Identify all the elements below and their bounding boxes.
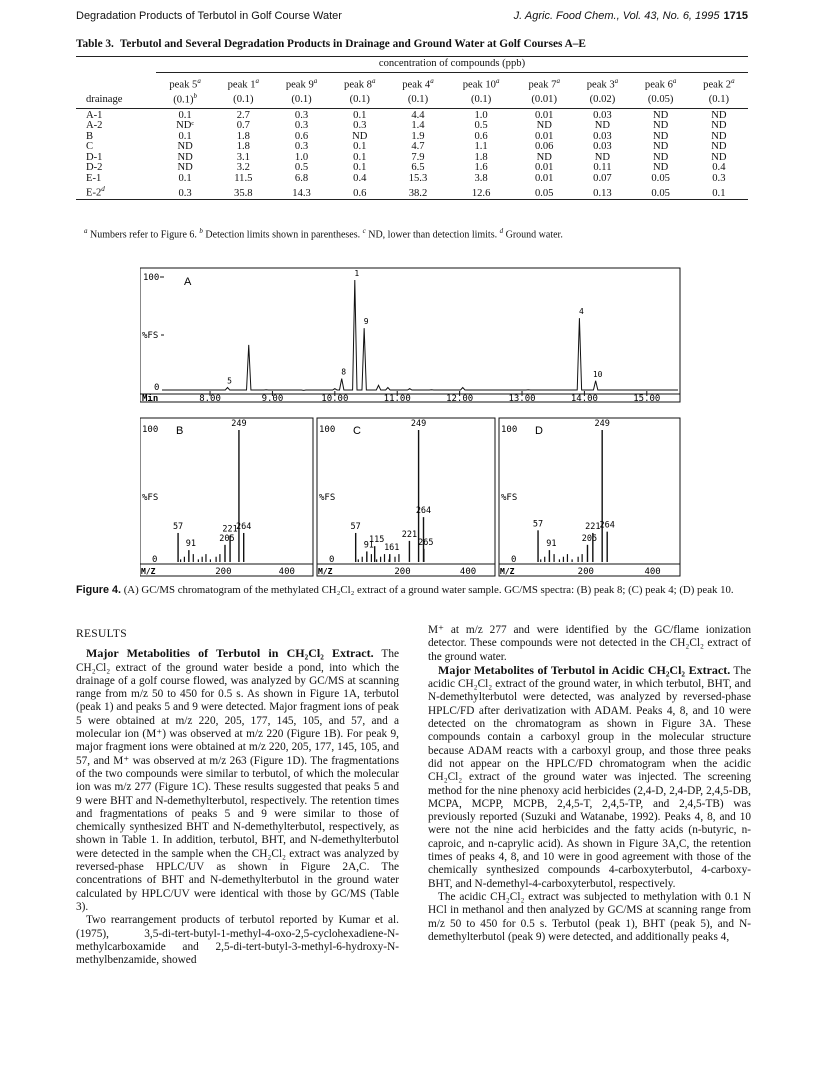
x-axis-label: M/Z bbox=[141, 567, 156, 576]
detection-limit-value: (0.1) bbox=[708, 94, 730, 106]
x-tick-label: 200 bbox=[394, 567, 411, 577]
table-cell: ND bbox=[536, 151, 552, 163]
ion-label: 221 bbox=[585, 521, 601, 532]
figure-4 bbox=[140, 260, 685, 582]
y-top-label: 100 bbox=[319, 425, 336, 435]
footnote-mark: a bbox=[672, 76, 677, 85]
table-cell: 0.1 bbox=[353, 162, 367, 174]
table-cell: 0.01 bbox=[534, 109, 554, 121]
table-cell: 0.05 bbox=[651, 187, 670, 199]
footnote-mark: b bbox=[199, 227, 203, 235]
table-cell: 0.3 bbox=[712, 172, 726, 184]
table-cell: 0.05 bbox=[651, 172, 670, 184]
table-cell: ND bbox=[653, 120, 669, 132]
x-axis-label: Min bbox=[142, 394, 159, 404]
detection-limit bbox=[515, 91, 573, 109]
table-cell: 1.8 bbox=[474, 151, 488, 163]
peak-label: 5 bbox=[227, 376, 232, 386]
detection-limit-value: (0.1) bbox=[173, 94, 194, 106]
table-cell: 0.4 bbox=[712, 162, 726, 174]
row-label bbox=[76, 184, 156, 200]
spanning-header: concentration of compounds (ppb) bbox=[156, 57, 748, 72]
table-cell: 0.4 bbox=[353, 172, 367, 184]
table-cell: 1.9 bbox=[411, 130, 425, 142]
row-header: drainage bbox=[76, 91, 156, 109]
row-label-text: C bbox=[86, 141, 94, 153]
left-paragraph-1 bbox=[76, 647, 399, 914]
column-name: peak 10 bbox=[462, 79, 496, 91]
detection-limit-value: (0.1) bbox=[407, 94, 429, 106]
column-header bbox=[573, 72, 631, 91]
peak-label: 10 bbox=[592, 369, 603, 379]
ion-label: 264 bbox=[415, 506, 432, 517]
spectrum-frame bbox=[317, 418, 495, 576]
table-row bbox=[76, 163, 748, 174]
section-heading: RESULTS bbox=[76, 628, 127, 640]
x-tick-label: 400 bbox=[644, 567, 661, 577]
ion-label: 265 bbox=[418, 537, 434, 548]
detection-limit bbox=[156, 91, 214, 109]
x-tick-label: 13.00 bbox=[508, 394, 536, 404]
table-cell: 0.5 bbox=[474, 120, 488, 132]
table-cell: ND bbox=[653, 141, 669, 153]
x-tick-label: 14.00 bbox=[570, 394, 598, 404]
table-cell: 0.11 bbox=[593, 162, 612, 174]
detection-limit bbox=[573, 91, 631, 109]
column-name: peak 7 bbox=[528, 79, 557, 91]
footnote-mark: a bbox=[197, 76, 201, 85]
y-mid-label: %FS bbox=[142, 493, 159, 503]
table-title: Terbutol and Several Degradation Products in Drainage and Ground Water at Golf Courses A–E bbox=[119, 38, 586, 50]
detection-limit-value: (0.1) bbox=[233, 94, 254, 106]
footnote-mark: a bbox=[84, 227, 88, 235]
x-tick-label: 12.00 bbox=[446, 394, 474, 404]
column-name: peak 4 bbox=[402, 79, 431, 91]
column-header bbox=[515, 72, 573, 91]
table-cell: ND bbox=[594, 151, 611, 163]
footnote-mark: a bbox=[614, 76, 619, 85]
detection-limit-value: (0.02) bbox=[589, 94, 616, 106]
table-cell: 4.7 bbox=[411, 141, 425, 153]
table-cell: ND bbox=[653, 162, 669, 174]
table-cell: ND bbox=[352, 130, 368, 142]
column-header bbox=[214, 72, 272, 91]
column-header bbox=[156, 72, 214, 91]
footnote-mark: d bbox=[101, 185, 105, 194]
x-tick-label: 10.00 bbox=[321, 394, 349, 404]
ion-label: 205 bbox=[581, 533, 598, 544]
running-head-journal bbox=[514, 10, 748, 22]
ion-label: 264 bbox=[236, 521, 252, 532]
left-paragraph-2: Two rearrangement products of terbutol reported by Kumar et al. (1975), 3,5-di-tert-butyl-1-methyl-4-oxo-2,5-cyclohexadiene-N-methylcarboxamide and 2,5-di-tert-butyl-3-methyl-6-hydroxy-N-methylbenzamide, showed bbox=[76, 914, 399, 967]
detection-limit bbox=[214, 91, 272, 109]
figure-caption-text: (A) GC/MS chromatogram of the methylated CH₂Cl₂ extract of a ground water sample. GC/MS spectra: (B) peak 8; (C) peak 4; (D) peak 10. bbox=[123, 584, 734, 596]
table-footnotes bbox=[84, 227, 563, 240]
detection-limit-value: (0.1) bbox=[470, 94, 492, 106]
panel-label-a: A bbox=[184, 276, 192, 288]
row-label bbox=[76, 174, 156, 185]
journal-citation: J. Agric. Food Chem., Vol. 43, No. 6, 1995 bbox=[513, 10, 720, 22]
table-cell: 0.03 bbox=[593, 109, 612, 121]
y-mid-label: %FS bbox=[142, 331, 159, 341]
table-cell: 0.6 bbox=[294, 130, 309, 142]
y-top-label: 100 bbox=[501, 425, 518, 435]
row-label-text: B bbox=[86, 130, 94, 142]
ion-label: 221 bbox=[222, 524, 238, 535]
table-cell: 3.1 bbox=[236, 151, 250, 163]
table-cell: ND bbox=[711, 141, 727, 153]
table-cell: 0.1 bbox=[178, 109, 192, 121]
x-tick-label: 400 bbox=[459, 567, 477, 577]
footnote-text: Ground water. bbox=[503, 229, 563, 241]
ion-label: 221 bbox=[401, 529, 418, 540]
footnote-text: Numbers refer to Figure 6. bbox=[87, 229, 200, 241]
table-cell: 7.9 bbox=[411, 151, 425, 163]
table-cell: 11.5 bbox=[234, 172, 253, 184]
column-header bbox=[389, 72, 447, 91]
table-cell: 0.6 bbox=[353, 187, 367, 199]
table-cell: ND bbox=[653, 130, 669, 142]
ion-label: 161 bbox=[384, 543, 400, 554]
detection-limit bbox=[389, 91, 447, 109]
table-cell: 35.8 bbox=[234, 187, 253, 199]
peak-label: 4 bbox=[579, 307, 584, 317]
peak-label: 1 bbox=[354, 269, 360, 278]
table-cell: 0.1 bbox=[353, 141, 367, 153]
column-header bbox=[331, 72, 389, 91]
table-cell: ND bbox=[711, 130, 727, 142]
ion-label: 249 bbox=[231, 419, 247, 429]
table-cell: ND bbox=[536, 120, 552, 132]
footnote-mark: a bbox=[313, 76, 318, 85]
column-name: peak 9 bbox=[285, 79, 314, 91]
detection-limit-value: (0.05) bbox=[647, 94, 674, 106]
table-cell: 15.3 bbox=[408, 172, 428, 184]
table-cell: 1.0 bbox=[474, 109, 488, 121]
table-label: Table 3. bbox=[76, 38, 114, 50]
y-bottom-label: 0 bbox=[329, 555, 335, 565]
footnote-mark: b bbox=[193, 91, 198, 100]
detection-limit bbox=[331, 91, 389, 109]
table-caption bbox=[76, 38, 756, 50]
table-cell: ND bbox=[711, 120, 727, 132]
table-cell: 1.8 bbox=[236, 141, 250, 153]
left-column bbox=[76, 628, 399, 967]
table-row bbox=[76, 184, 748, 200]
ion-label: 249 bbox=[410, 419, 427, 429]
peak-label: 8 bbox=[341, 367, 347, 377]
row-label-text: E-2 bbox=[86, 187, 102, 199]
column-name: peak 3 bbox=[586, 79, 615, 91]
column-name: peak 1 bbox=[227, 79, 256, 91]
table-cell: 0.1 bbox=[353, 109, 367, 121]
footnote-text: Detection limits shown in parentheses. bbox=[202, 229, 363, 241]
column-header bbox=[447, 72, 515, 91]
table-cell: ND bbox=[711, 109, 727, 121]
right-paragraph-1 bbox=[428, 664, 751, 891]
table-cell: 1.6 bbox=[474, 162, 488, 174]
table-cell: NDᶜ bbox=[176, 120, 195, 132]
table-cell: 3.2 bbox=[236, 162, 250, 174]
table-cell: ND bbox=[653, 109, 669, 121]
detection-limit bbox=[272, 91, 330, 109]
table-cell: 0.1 bbox=[178, 130, 192, 142]
x-axis-label: M/Z bbox=[318, 567, 333, 576]
table-cell: 38.2 bbox=[408, 187, 428, 199]
table-cell: ND bbox=[177, 162, 193, 174]
y-bottom-label: 0 bbox=[152, 555, 158, 565]
y-top-label: 100 bbox=[143, 273, 160, 283]
figure-4-graphic bbox=[140, 260, 685, 582]
spectrum-frame bbox=[140, 418, 313, 576]
table-cell: 1.4 bbox=[411, 120, 425, 132]
table-cell: 6.5 bbox=[411, 162, 425, 174]
footnote-text: ND, lower than detection limits. bbox=[365, 229, 500, 241]
table-cell: 0.1 bbox=[178, 172, 192, 184]
figure-caption-label: Figure 4. bbox=[76, 584, 121, 596]
table-cell: 1.8 bbox=[236, 130, 250, 142]
table-cell: 0.07 bbox=[593, 172, 612, 184]
table-cell: 4.4 bbox=[411, 109, 425, 121]
ion-label: 57 bbox=[532, 519, 544, 530]
row-label-text: E-1 bbox=[86, 172, 102, 184]
table-cell: 12.6 bbox=[471, 187, 491, 199]
table-cell: 0.1 bbox=[353, 151, 367, 163]
ion-label: 91 bbox=[185, 539, 196, 550]
right-paragraph-1-text: The acidic CH₂Cl₂ extract of the ground water, in which terbutol, BHT, and N-demethylterbutol were detected, was analyzed by reversed-phase HPLC/FD after derivatization with ADAM. Peaks 4, 8, and 10 were detected on the chromatogram as shown in Figure 3A. These compounds contain a carboxyl group in the molecular structure because ADAM reacts with a carboxyl group, and those three peaks did not appear on the HPLC/FD chromatogram when the acidic CH₂Cl₂ extract of the ground water was injected. The screening method for the nine phenoxy acid herbicides (2,4-D, 2,4-DP, 2,4,5-DB, MCPA, MCPP, MCPB, 2,4,5-T, 2,4,5-TP, and 2,4,5-TB) was previously reported (Suzuki and Watanabe, 1992). Peaks 4, 8, and 10 were not the nine acid herbicides and the fatty acids (n-butyric, n-caproic, and n-caprylic acid). As shown in Figure 3A,C, the retention times of peaks 4, 8, and 10 were in good agreement with those of the chemically synthesized compounds 4-carboxyterbutol, 4-carboxy-BHT, and N-demethyl-4-carboxyterbutol, respectively. bbox=[428, 664, 751, 890]
footnote-mark: a bbox=[255, 76, 260, 85]
table-cell: ND bbox=[711, 151, 727, 163]
table-cell: 0.01 bbox=[534, 162, 554, 174]
table-row bbox=[76, 121, 748, 132]
y-mid-label: %FS bbox=[319, 493, 336, 503]
panel-label: D bbox=[535, 425, 543, 437]
ion-label: 57 bbox=[172, 521, 184, 532]
table-cell: 0.3 bbox=[294, 120, 309, 132]
column-header bbox=[272, 72, 330, 91]
table-cell: 0.3 bbox=[294, 141, 309, 153]
x-tick-label: 9.00 bbox=[261, 394, 284, 404]
left-paragraph-1-text: The CH₂Cl₂ extract of the ground water beside a pond, into which the drainage of a golf course flowed, was analyzed by GC/MS at scanning range from m/z 50 to 450 for 0.5 s. As shown in Figure 1A, terbutol (peak 1) and peaks 5 and 9 were detected. Major fragment ions of peak 5 were obtained at m/z 220, 205, 177, 145, 105, and 57, and a molecular ion (M⁺) was observed at m/z 220 (Figure 1B). For peak 9, major fragment ions were obtained at m/z 220, 205, 177, 145, 105, and 57, and M⁺ was observed at m/z 263 (Figure 1D). The fragmentations of the two compounds were similar to terbutol, of which the molecular ion was m/z 277 (Figure 1C). These results suggested that peaks 5 and 9 were BHT and N-demethylterbutol, respectively. The retention times and fragmentations of peaks 5 and 9 were similar to those of chemically synthesized BHT and N-demethylterbutol, respectively, as shown in Table 1. In addition, terbutol, BHT, and N-demethylterbutol were detected in the sample when the CH₂Cl₂ extract was analyzed by reversed-phase HPLC/UV as shown in Figure 2A,C. The concentrations of BHT and N-demethylterbutol in the ground water calculated by HPLC/UV were identical with those by GC/MS (Table 3). bbox=[76, 648, 399, 913]
row-label-text: A-2 bbox=[86, 120, 103, 132]
detection-limit bbox=[690, 91, 748, 109]
peak-label: 9 bbox=[363, 317, 369, 327]
spectrum-frame bbox=[499, 418, 680, 576]
table-cell: ND bbox=[594, 120, 611, 132]
page-number: 1715 bbox=[723, 10, 748, 22]
right-column bbox=[428, 624, 751, 944]
table-cell: 14.3 bbox=[292, 187, 311, 199]
table-cell: 0.03 bbox=[593, 130, 612, 142]
table-cell: 0.3 bbox=[294, 109, 309, 121]
ion-label: 91 bbox=[546, 539, 557, 550]
column-name: peak 6 bbox=[644, 79, 673, 91]
table-cell: 1.1 bbox=[474, 141, 488, 153]
table-cell: 1.0 bbox=[294, 151, 309, 163]
x-tick-label: 11.00 bbox=[383, 394, 411, 404]
footnote-mark: a bbox=[430, 76, 434, 85]
right-paragraph-0: M⁺ at m/z 277 and were identified by the GC/flame ionization detector. These compounds were not detected in the CH₂Cl₂ extract of the ground water. bbox=[428, 624, 751, 663]
detection-limit-value: (0.1) bbox=[291, 94, 312, 106]
x-tick-label: 400 bbox=[278, 567, 295, 577]
table-cell: 0.1 bbox=[712, 187, 726, 199]
column-name: peak 5 bbox=[169, 79, 198, 91]
table-cell: 0.3 bbox=[178, 187, 192, 199]
row-label-text: D-1 bbox=[86, 151, 103, 163]
table-cell: 6.8 bbox=[294, 172, 309, 184]
detection-limit-value: (0.01) bbox=[531, 94, 558, 106]
detection-limit bbox=[632, 91, 690, 109]
footnote-mark: a bbox=[556, 76, 560, 85]
table-cell: 0.01 bbox=[534, 172, 554, 184]
table-cell: 0.5 bbox=[294, 162, 309, 174]
left-subheading: Major Metabolities of Terbutol in CH₂Cl₂ Extract. bbox=[86, 646, 374, 661]
right-subheading: Major Metabolites of Terbutol in Acidic CH₂Cl₂ Extract. bbox=[438, 662, 731, 677]
table-cell: 0.6 bbox=[474, 130, 488, 142]
running-head-title: Degradation Products of Terbutol in Golf Course Water bbox=[76, 10, 342, 22]
detection-limit-value: (0.1) bbox=[349, 94, 370, 106]
x-tick-label: 8.00 bbox=[199, 394, 221, 404]
panel-label: C bbox=[353, 425, 361, 437]
footnote-mark: a bbox=[371, 76, 376, 85]
x-tick-label: 15.00 bbox=[633, 394, 661, 404]
table-cell: ND bbox=[177, 141, 193, 153]
table-row bbox=[76, 142, 748, 153]
table-cell: 0.3 bbox=[353, 120, 367, 132]
y-bottom-label: 0 bbox=[154, 383, 160, 393]
row-label-text: A-1 bbox=[86, 109, 103, 121]
ion-label: 249 bbox=[594, 419, 610, 429]
x-tick-label: 200 bbox=[577, 567, 594, 577]
y-bottom-label: 0 bbox=[511, 555, 517, 565]
x-tick-label: 200 bbox=[215, 567, 232, 577]
ion-label: 264 bbox=[599, 520, 615, 531]
table-cell: 0.03 bbox=[593, 141, 612, 153]
right-paragraph-2: The acidic CH₂Cl₂ extract was subjected to methylation with 0.1 N HCl in methanol and then analyzed by GC/MS at scanning range from m/z 50 to 450 for 0.5 s. Terbutol (peak 1), BHT (peak 5), and N-demethylterbutol (peak 9) were detected, and additionally peaks 4, bbox=[428, 890, 751, 943]
footnote-mark: a bbox=[731, 76, 735, 85]
figure-caption bbox=[76, 584, 752, 597]
x-axis-label: M/Z bbox=[500, 567, 515, 576]
column-header bbox=[632, 72, 690, 91]
panel-label: B bbox=[176, 425, 184, 437]
ion-label: 115 bbox=[369, 535, 385, 546]
column-header bbox=[690, 72, 748, 91]
table-cell: 2.7 bbox=[236, 109, 250, 121]
chromatogram-frame bbox=[140, 268, 680, 402]
footnote-mark: c bbox=[362, 227, 366, 235]
table-cell: ND bbox=[177, 151, 193, 163]
y-top-label: 100 bbox=[142, 425, 159, 435]
ion-label: 91 bbox=[363, 540, 374, 551]
table-row bbox=[76, 174, 748, 185]
table-cell: 0.05 bbox=[534, 187, 554, 199]
table-cell: 0.7 bbox=[236, 120, 250, 132]
y-mid-label: %FS bbox=[501, 493, 518, 503]
ion-label: 205 bbox=[219, 533, 235, 544]
concentration-table bbox=[76, 56, 748, 200]
row-label-text: D-2 bbox=[86, 162, 103, 174]
column-name: peak 8 bbox=[344, 79, 372, 91]
footnote-mark: d bbox=[499, 227, 504, 235]
table-cell: 0.13 bbox=[593, 187, 612, 199]
detection-limit bbox=[447, 91, 515, 109]
column-name: peak 2 bbox=[703, 79, 732, 91]
footnote-mark: a bbox=[495, 76, 500, 85]
table-cell: ND bbox=[653, 151, 669, 163]
table-cell: 0.06 bbox=[534, 141, 554, 153]
table-cell: 3.8 bbox=[474, 172, 488, 184]
running-head bbox=[76, 10, 748, 26]
ion-label: 57 bbox=[350, 521, 361, 532]
table-cell: 0.01 bbox=[534, 130, 554, 142]
